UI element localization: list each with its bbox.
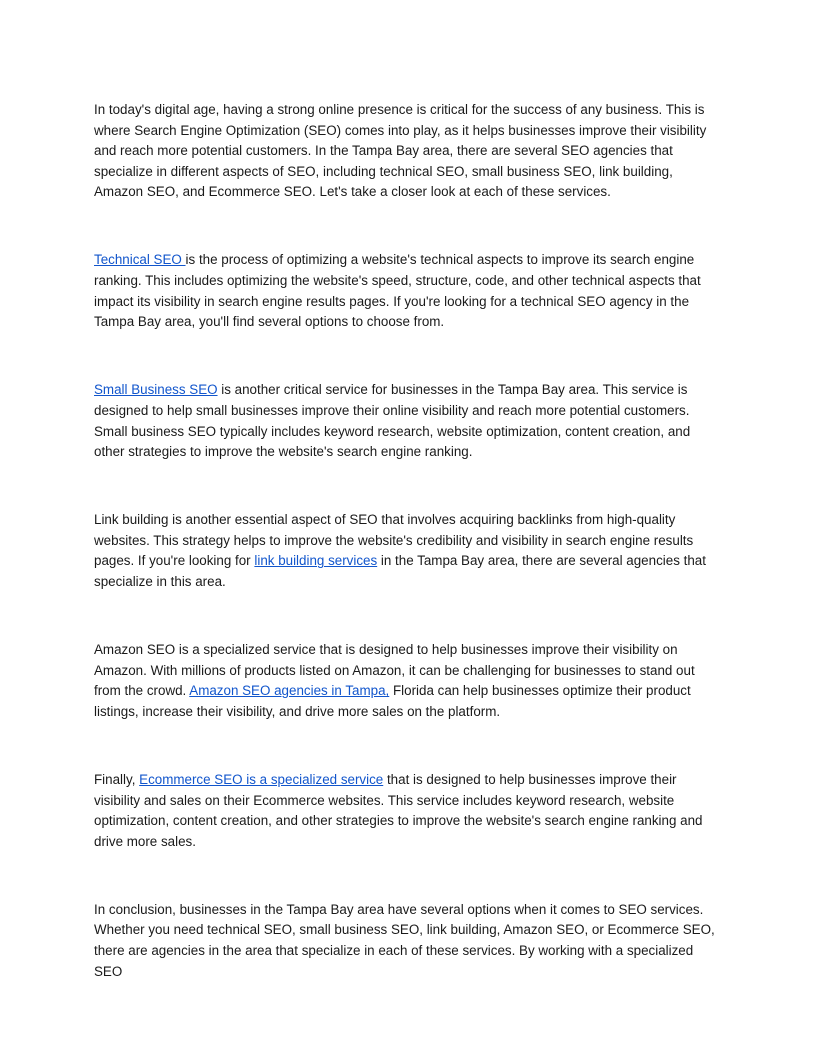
paragraph-text: Florida can help businesses optimize their product listings, increase their visibility, and drive more sales on the platform. [94,683,691,719]
ecommerce-seo-link[interactable]: Ecommerce SEO is a specialized service [139,771,384,787]
paragraph-intro [94,100,724,203]
small-business-seo-link[interactable]: Small Business SEO [94,382,218,398]
paragraph-text: Amazon SEO is a specialized service that is designed to help businesses improve their visibility on Amazon. With millions of products listed on Amazon, it can be challenging for businesses to stand out from the crowd. [94,642,695,699]
paragraph-ecommerce-seo [94,770,724,852]
document-body [94,100,724,1030]
technical-seo-link[interactable]: Technical SEO [94,252,186,268]
paragraph-text: in the Tampa Bay area, there are several agencies that specialize in this area. [94,553,706,589]
paragraph-text: is another critical service for businesses in the Tampa Bay area. This service is designed to help small businesses improve their online visibility and reach more potential customers. Small business SEO typically includes keyword research, website optimization, content creation, and other strategies to improve the website's search engine ranking. [94,382,691,460]
amazon-seo-agencies-link[interactable]: Amazon SEO agencies in Tampa, [189,683,390,699]
paragraph-text: that is designed to help businesses improve their visibility and sales on their Ecommerce websites. This service includes keyword research, website optimization, content creation, and other strategies to improve the website's search engine ranking and drive more sales. [94,771,703,849]
paragraph-small-business-seo [94,380,724,462]
paragraph-text: Finally, [94,771,140,787]
paragraph-link-building [94,510,724,592]
paragraph-text: Link building is another essential aspect of SEO that involves acquiring backlinks from high-quality websites. This strategy helps to improve the website's credibility and visibility in search engine results pages. If you're looking for [94,512,694,569]
paragraph-text: In today's digital age, having a strong online presence is critical for the success of any business. This is where Search Engine Optimization (SEO) comes into play, as it helps businesses improve their visibility and reach more potential customers. In the Tampa Bay area, there are several SEO agencies that specialize in different aspects of SEO, including technical SEO, small business SEO, link building, Amazon SEO, and Ecommerce SEO. Let's take a closer look at each of these services. [94,102,707,200]
paragraph-text: is the process of optimizing a website's technical aspects to improve its search engine ranking. This includes optimizing the website's speed, structure, code, and other technical aspects that impact its visibility in search engine results pages. If you're looking for a technical SEO agency in the Tampa Bay area, you'll find several options to choose from. [94,252,701,330]
link-building-services-link[interactable]: link building services [254,553,378,569]
paragraph-text: In conclusion, businesses in the Tampa Bay area have several options when it comes to SEO services. Whether you need technical SEO, small business SEO, link building, Amazon SEO, or Ecommerce SEO, there are agencies in the area that specialize in each of these services. By working with a specialized SEO [94,901,715,979]
paragraph-amazon-seo [94,640,724,722]
paragraph-technical-seo [94,250,724,332]
paragraph-conclusion [94,900,724,982]
